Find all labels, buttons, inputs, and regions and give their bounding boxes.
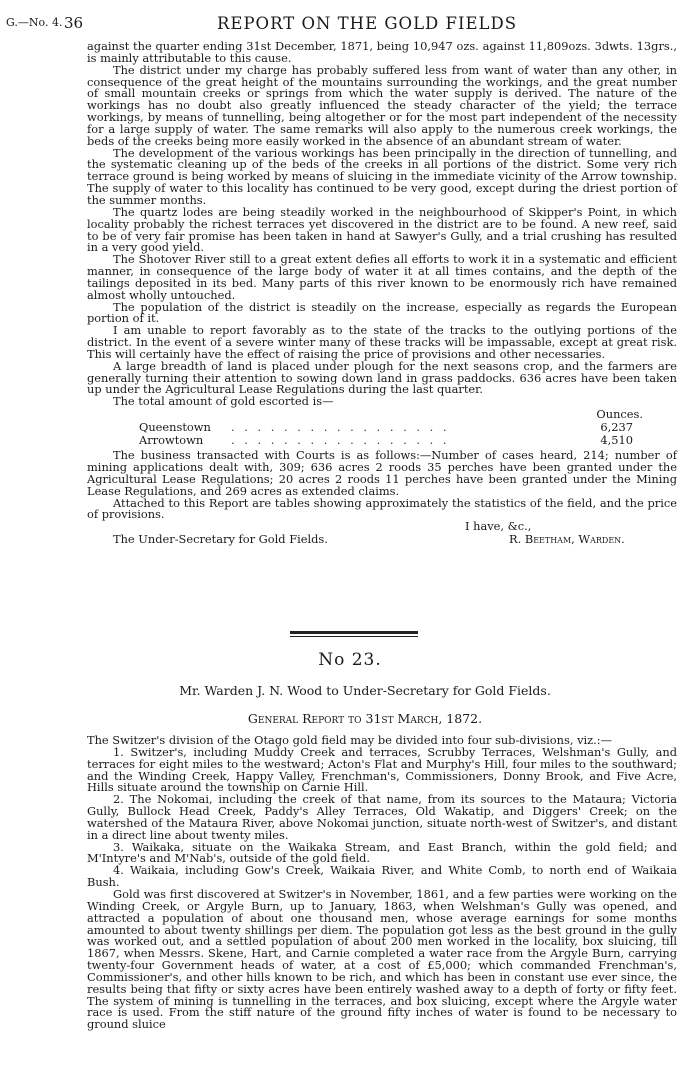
paragraph: The Shotover River still to a great extent defies all efforts to work it in a systematic and efficient manner, in consequence of the large body of water it at all times contains, and the depth of the tailings deposited in its bed. Many parts of this river known to be enormously rich have remained almost wholly untouched. <box>87 252 677 302</box>
ounces-value: 6,237 <box>600 420 633 435</box>
gold-escort-table <box>87 408 677 450</box>
paragraph: Gold was first discovered at Switzer's in November, 1861, and a few parties were working on the Winding Creek, or Argyle Burn, up to January, 1863, when Welshman's Gully was opened, and attracted a population of about one thousand men, whose average earnings for some months amounted to about twenty shillings per diem. The population got less as the best ground in the gully was worked out, and a settled population of about 200 men worked in the locality, box sluicing, till 1867, when Messrs. Skene, Hart, and Carnie completed a water race from the Argyle Burn, carrying twenty-four Government heads of water, at a cost of £5,000; which commanded Frenchman's, Commissioner's, and other hills known to be rich, and which has been in constant use ever since, the results being that fifty or sixty acres have been entirely washed away to a depth of forty or fifty feet. The system of mining is tunnelling in the terraces, and box sluicing, except where the Argyle water race is used. From the stiff nature of the ground fifty inches of water is found to be necessary to ground sluice <box>87 886 677 1032</box>
place-name: Arrowtown <box>139 433 204 448</box>
paragraph: The Switzer's division of the Otago gold field may be divided into four sub-divisions, viz.:— <box>87 733 613 747</box>
section-number: No 23. <box>318 650 382 670</box>
paragraph: The business transacted with Courts is as follows:—Number of cases heard, 214; number of mining applications dealt with, 309; 636 acres 2 roods 35 perches have been granted under the Agricultural Lease Regulations; 20 acres 2 roods 11 perches have been granted under the Mining Lease Regulations, and 269 acres as extended claims. <box>87 448 677 498</box>
paragraph: The district under my charge has probably suffered less from want of water than any other, in consequence of the great height of the mountains surrounding the workings, and the great number of small mountain creeks or springs from which the water supply is derived. The nature of the workings has no doubt also greatly influenced the steady character of the yield; the terrace workings, by means of tunnelling, being altogether or for the most part independent of the necessity for a large supply of water. The same remarks will also apply to the numerous creek workings, the beds of the creeks being more easily worked in the absence of an abundant stream of water. <box>87 62 677 148</box>
signature-block <box>87 521 677 547</box>
place-name: Queenstown <box>139 420 211 435</box>
paragraph: I am unable to report favorably as to the state of the tracks to the outlying portions of the district. In the event of a severe winter many of these tracks will be impassable, except at great risk. This will certainly have the effect of raising the price of provisions and other necessaries. <box>87 323 677 361</box>
signatory: R. Beetham, Warden. <box>509 532 625 547</box>
paragraph: The quartz lodes are being steadily worked in the neighbourhood of Skipper's Point, in which locality probably the richest terraces yet discovered in the district are to be found. A new reef, said to be of very fair promise has been taken in hand at Sawyer's Gully, and a trial crushing has resulted in a very good yield. <box>87 204 677 255</box>
list-item: 4. Waikaia, including Gow's Creek, Waikaia River, and White Comb, to north end of Waikaia Bush. <box>87 863 677 890</box>
paragraph: The development of the various workings has been principally in the direction of tunnelling, and the systematic cleaning up of the beds of the creeks in all portions of the district. Some very rich terrace ground is being worked by means of sluicing in the immediate vicinity of the Arrow township. The supply of water to this locality has continued to be very good, except during the driest portion of the summer months. <box>87 145 677 207</box>
paragraph: A large breadth of land is placed under plough for the next seasons crop, and the farmers are generally turning their attention to sowing down land in grass paddocks. 636 acres have been taken up under the Agricultural Lease Regulations during the last quarter. <box>87 358 677 397</box>
units-heading: Ounces. <box>596 407 643 422</box>
table-row <box>139 434 633 447</box>
leader-dots: . . . . . . . . . . . . . . . . . <box>231 420 450 435</box>
section-subtitle: Mr. Warden J. N. Wood to Under-Secretary for Gold Fields. <box>179 683 551 698</box>
paragraph: Attached to this Report are tables showing approximately the statistics of the field, and the price of provisions. <box>87 495 677 522</box>
list-item: 1. Switzer's, including Muddy Creek and terraces, Scrubby Terraces, Welshman's Gully, and terraces for eight miles to the westward; Acton's Flat and Murphy's Hill, four miles to the southward; and the Winding Creek, Happy Valley, Frenchman's, Commissioners, Donny Brook, and Five Acre, Hills situate around the township on Carnie Hill. <box>87 744 677 795</box>
running-title: REPORT ON THE GOLD FIELDS <box>216 14 517 33</box>
warden-report-continued <box>87 41 677 547</box>
document-reference: G.—No. 4. <box>6 16 63 29</box>
section-divider-thin <box>290 636 418 637</box>
section-report-title: General Report to 31st March, 1872. <box>247 711 483 726</box>
addressee: The Under-Secretary for Gold Fields. <box>113 532 328 547</box>
paragraph: The population of the district is steadily on the increase, especially as regards the European portion of it. <box>87 299 677 326</box>
list-item: 2. The Nokomai, including the creek of that name, from its sources to the Mataura; Victoria Gully, Bullock Head Creek, Paddy's Alley Terraces, Old Wakatip, and Diggers' Creek; on the watershed of the Mataura River, above Nokomai junction, situate north-west of Switzer's, and distant in a direct line about twenty miles. <box>87 792 677 842</box>
general-report-body <box>87 735 677 1031</box>
section-divider <box>290 631 418 634</box>
paragraph: The total amount of gold escorted is— <box>113 394 334 409</box>
leader-dots: . . . . . . . . . . . . . . . . . <box>231 433 450 448</box>
ounces-value: 4,510 <box>600 433 633 448</box>
page-header <box>6 14 688 36</box>
page-number: 36 <box>64 14 84 32</box>
list-item: 3. Waikaka, situate on the Waikaka Stream, and East Branch, within the gold field; and M'Intyre's and M'Nab's, outside of the gold field. <box>87 839 677 866</box>
closing: I have, &c., <box>465 519 532 534</box>
paragraph: against the quarter ending 31st December, 1871, being 10,947 ozs. against 11,809ozs. 3dwts. 13grs., is mainly attributable to this cause. <box>87 39 677 65</box>
